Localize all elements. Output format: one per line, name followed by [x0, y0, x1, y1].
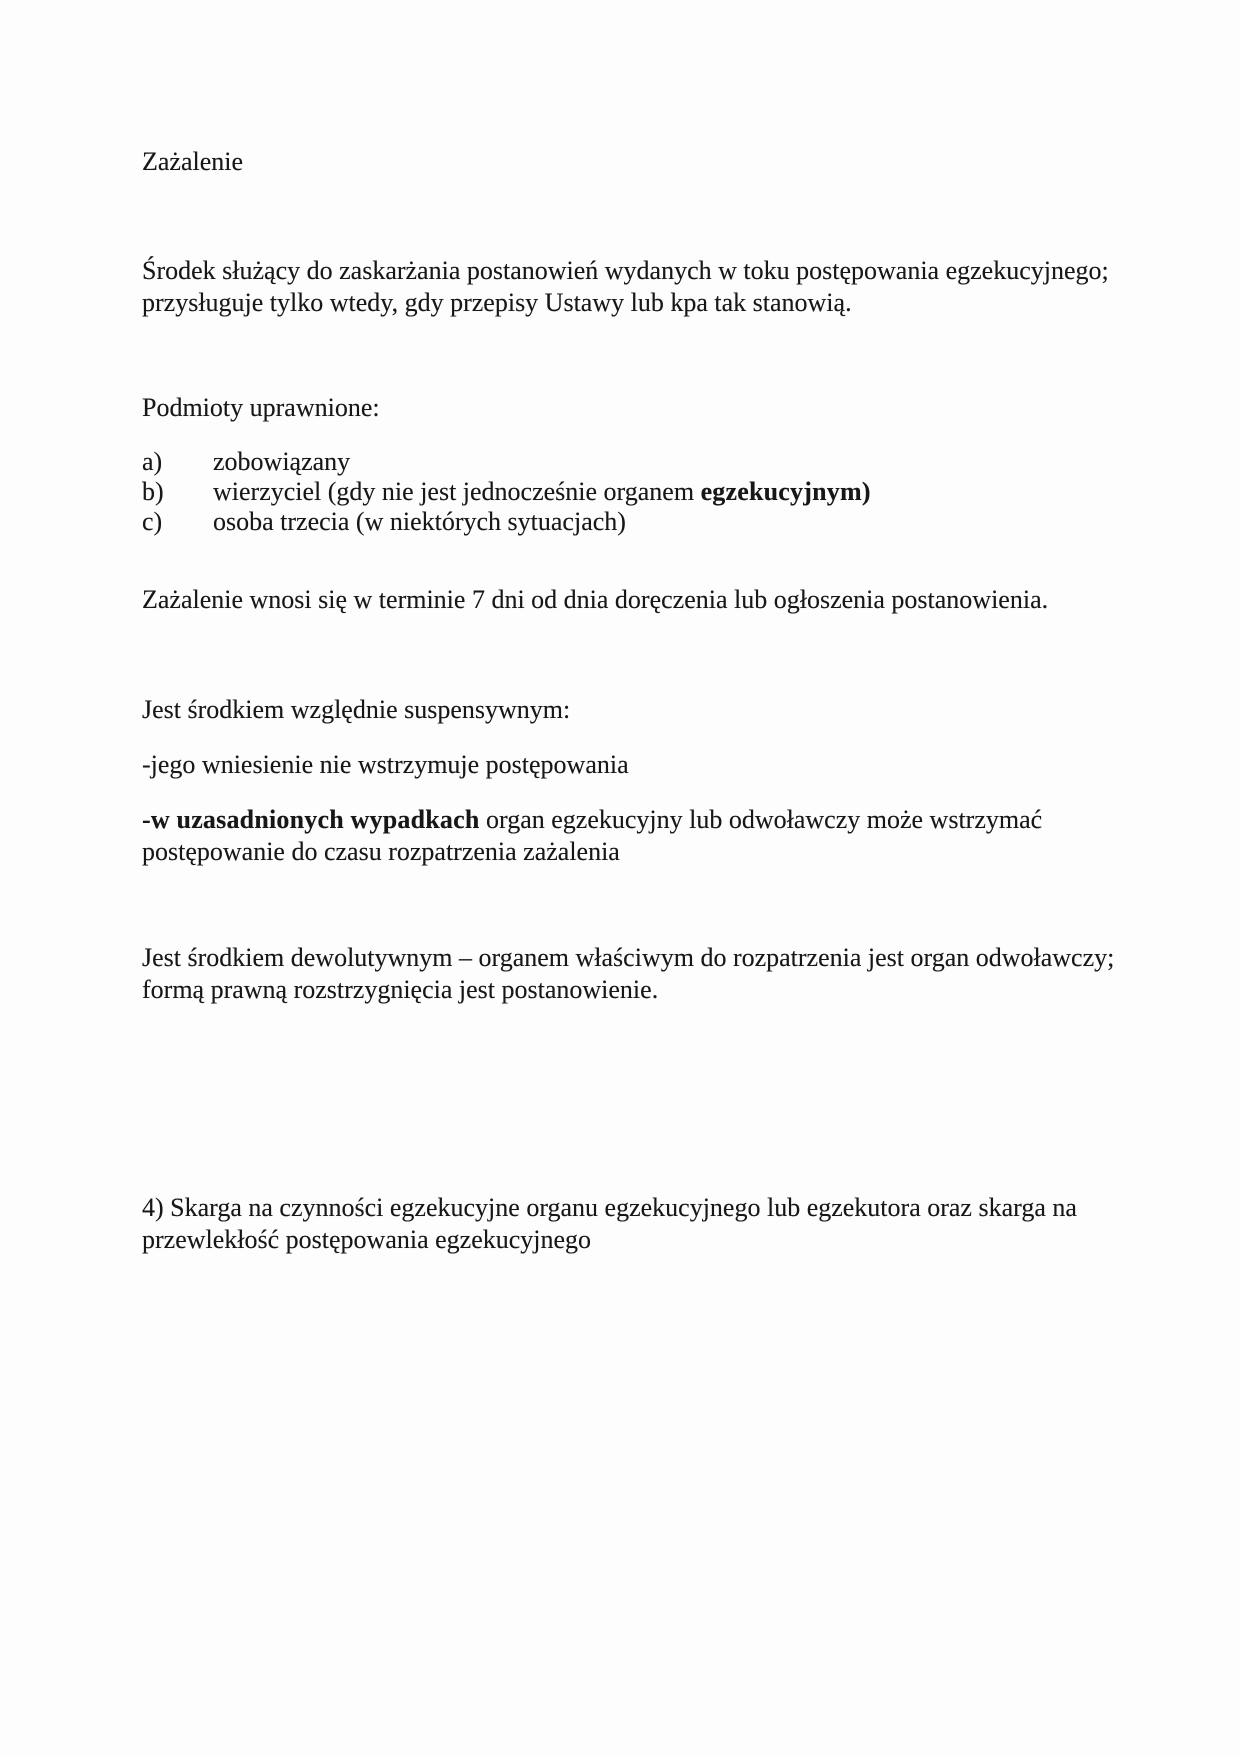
suspensive-heading: Jest środkiem względnie suspensywnym: — [142, 695, 571, 724]
point4-line-1: 4) Skarga na czynności egzekucyjne organu egzekucyjnego lub egzekutora oraz skarga na — [142, 1193, 1077, 1222]
document-title: Zażalenie — [142, 147, 244, 176]
deadline-paragraph: Zażalenie wnosi się w terminie 7 dni od dnia doręczenia lub ogłoszenia postanowienia. — [142, 585, 1049, 614]
intro-paragraph — [142, 255, 1109, 319]
suspensive-note-2-line-2: postępowanie do czasu rozpatrzenia zażalenia — [142, 837, 620, 866]
suspensive-note-2-line-1: -w uzasadnionych wypadkach organ egzekucyjny lub odwoławczy może wstrzymać — [142, 805, 1043, 834]
suspensive-note-1: -jego wniesienie nie wstrzymuje postępowania — [142, 750, 629, 779]
list-item — [142, 447, 1080, 477]
point4-line-2: przewlekłość postępowania egzekucyjnego — [142, 1225, 592, 1254]
list-item-text: osoba trzecia (w niektórych sytuacjach) — [213, 507, 626, 536]
list-marker: c) — [142, 507, 163, 536]
list-item — [142, 507, 1080, 537]
subjects-heading: Podmioty uprawnione: — [142, 393, 380, 422]
subjects-list — [142, 447, 1080, 537]
devolutive-line-1: Jest środkiem dewolutywnym – organem właściwym do rozpatrzenia jest organ odwoławczy; — [142, 943, 1115, 972]
list-item-text: zobowiązany — [213, 447, 351, 476]
intro-line-1: Środek służący do zaskarżania postanowień wydanych w toku postępowania egzekucyjnego; — [142, 256, 1109, 285]
devolutive-paragraph — [142, 942, 1115, 1006]
devolutive-line-2: formą prawną rozstrzygnięcia jest postanowienie. — [142, 975, 659, 1004]
list-item-text: wierzyciel (gdy nie jest jednocześnie organem egzekucyjnym) — [213, 477, 871, 506]
list-marker: b) — [142, 477, 164, 506]
intro-line-2: przysługuje tylko wtedy, gdy przepisy Ustawy lub kpa tak stanowią. — [142, 288, 852, 317]
list-item — [142, 477, 1080, 507]
point4-paragraph — [142, 1192, 1080, 1256]
suspensive-note-2 — [142, 804, 1080, 868]
list-marker: a) — [142, 447, 163, 476]
